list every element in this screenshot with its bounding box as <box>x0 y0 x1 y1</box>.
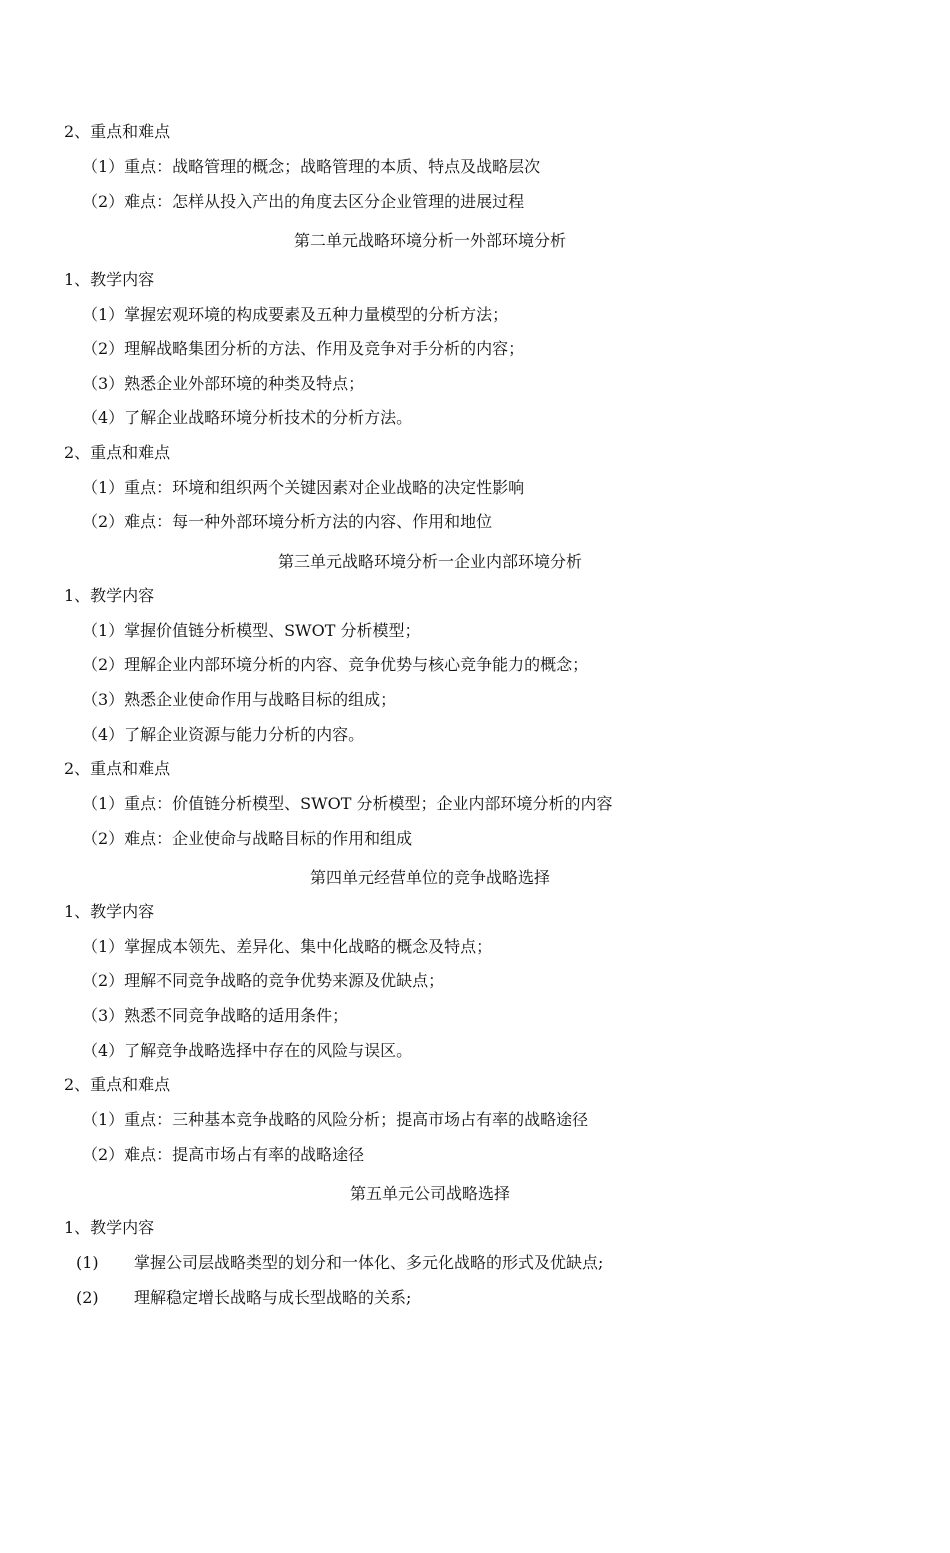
unit-title: 第二单元战略环境分析一外部环境分析 <box>293 231 566 250</box>
list-item: （2）理解企业内部环境分析的内容、竞争优势与核心竞争能力的概念； <box>82 655 589 674</box>
list-item: （1）重点：价值链分析模型、SWOT 分析模型；企业内部环境分析的内容 <box>82 794 613 813</box>
list-item: （4）了解企业资源与能力分析的内容。 <box>82 725 365 744</box>
list-item: （2）理解不同竞争战略的竞争优势来源及优缺点； <box>82 971 445 990</box>
section-heading: 1、教学内容 <box>64 902 155 921</box>
list-item: （2）难点：每一种外部环境分析方法的内容、作用和地位 <box>82 512 493 531</box>
list-item: （3）熟悉企业外部环境的种类及特点； <box>82 374 365 393</box>
list-item <box>76 1287 411 1309</box>
list-item: （1）掌握成本领先、差异化、集中化战略的概念及特点； <box>82 937 493 956</box>
list-item-text: 理解稳定增长战略与成长型战略的关系; <box>134 1288 412 1307</box>
list-item: （4）了解竞争战略选择中存在的风险与误区。 <box>82 1041 413 1060</box>
list-item: （2）难点：提高市场占有率的战略途径 <box>82 1145 365 1164</box>
section-heading: 2、重点和难点 <box>64 122 171 141</box>
list-item: （1）重点：三种基本竞争战略的风险分析；提高市场占有率的战略途径 <box>82 1110 589 1129</box>
list-item: （2）难点：企业使命与战略目标的作用和组成 <box>82 829 413 848</box>
unit-title: 第五单元公司战略选择 <box>349 1184 510 1203</box>
list-item: （3）熟悉不同竞争战略的适用条件； <box>82 1006 349 1025</box>
section-heading: 1、教学内容 <box>64 1218 155 1237</box>
section-heading: 2、重点和难点 <box>64 443 171 462</box>
unit-title: 第四单元经营单位的竞争战略选择 <box>309 868 550 887</box>
list-item-index: (1) <box>76 1253 99 1272</box>
list-item-text: 掌握公司层战略类型的划分和一体化、多元化战略的形式及优缺点; <box>134 1253 604 1272</box>
list-item-index: (2) <box>76 1288 99 1307</box>
list-item: （3）熟悉企业使命作用与战略目标的组成； <box>82 690 397 709</box>
unit-title: 第三单元战略环境分析一企业内部环境分析 <box>277 552 582 571</box>
section-heading: 2、重点和难点 <box>64 1075 171 1094</box>
section-heading: 2、重点和难点 <box>64 759 171 778</box>
section-heading: 1、教学内容 <box>64 270 155 289</box>
list-item: （1）重点：战略管理的概念；战略管理的本质、特点及战略层次 <box>82 157 541 176</box>
list-item: （4）了解企业战略环境分析技术的分析方法。 <box>82 408 413 427</box>
section-heading: 1、教学内容 <box>64 586 155 605</box>
list-item: （2）理解战略集团分析的方法、作用及竞争对手分析的内容； <box>82 339 525 358</box>
list-item: （2）难点：怎样从投入产出的角度去区分企业管理的进展过程 <box>82 192 525 211</box>
list-item: （1）重点：环境和组织两个关键因素对企业战略的决定性影响 <box>82 478 525 497</box>
list-item: （1）掌握价值链分析模型、SWOT 分析模型； <box>82 621 421 640</box>
list-item <box>76 1252 603 1274</box>
list-item: （1）掌握宏观环境的构成要素及五种力量模型的分析方法； <box>82 305 509 324</box>
